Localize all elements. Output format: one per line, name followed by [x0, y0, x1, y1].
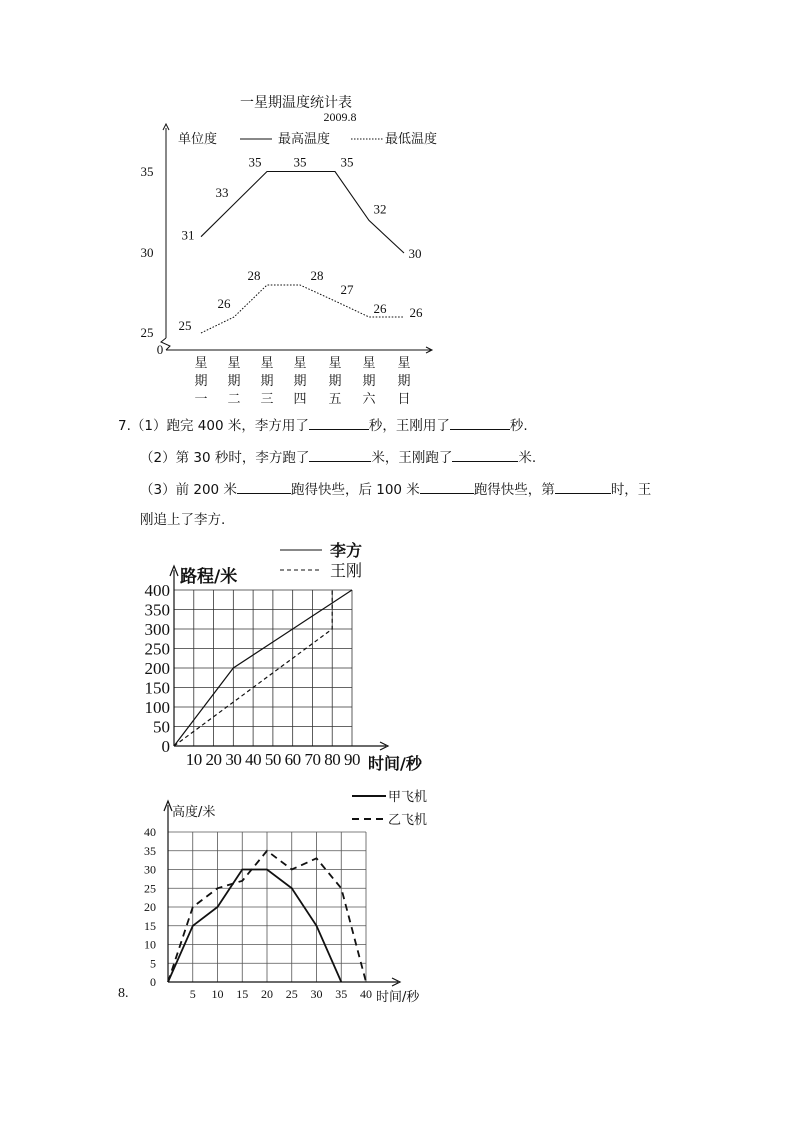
legend-label-max: 最高温度	[278, 132, 331, 147]
legend-label-min: 最低温度	[385, 132, 438, 147]
y-tick-label: 0	[156, 342, 164, 357]
y-tick-label: 100	[144, 698, 170, 717]
x-tick-label: 60	[284, 750, 301, 769]
x-tick-label: 20	[205, 750, 222, 769]
x-category-char: 期	[362, 374, 376, 389]
x-tick-label: 5	[189, 987, 196, 1001]
x-category-char: 星	[260, 356, 274, 371]
x-category-char: 五	[328, 392, 342, 407]
question-7-line	[118, 415, 528, 435]
data-label-min: 27	[340, 282, 354, 297]
altitude-time-chart	[0, 785, 794, 1015]
y-tick-label: 35	[140, 164, 154, 179]
answer-blank[interactable]	[420, 479, 474, 494]
x-category-char: 期	[293, 374, 307, 389]
y-tick-label: 300	[144, 620, 170, 639]
x-tick-label: 40	[360, 987, 372, 1001]
x-tick-label: 15	[236, 987, 249, 1001]
x-category-char: 星	[194, 356, 208, 371]
x-tick-label: 35	[335, 987, 348, 1001]
y-tick-label: 350	[144, 600, 170, 620]
y-tick-label: 200	[144, 659, 170, 678]
question-text: 秒.	[509, 418, 528, 434]
x-tick-label: 30	[310, 987, 323, 1001]
x-axis-label: 时间/秒	[368, 754, 422, 773]
question-7-line	[140, 447, 536, 467]
legend-label-plane-b: 乙飞机	[388, 813, 428, 828]
x-tick-label: 25	[285, 987, 298, 1001]
answer-blank[interactable]	[555, 479, 611, 494]
chart-subtitle: 2009.8	[323, 110, 357, 124]
data-label-min: 28	[310, 268, 324, 283]
question-text: 米，王刚跑了	[371, 450, 453, 466]
y-tick-label: 50	[153, 717, 170, 737]
data-label-max: 35	[248, 154, 262, 170]
legend-label-lifang: 李方	[330, 541, 363, 560]
question-text: 米.	[518, 450, 537, 466]
question-text: 跑得快些，后 100 米	[290, 482, 420, 498]
y-tick-label: 20	[144, 900, 156, 914]
x-category-char: 星	[362, 356, 376, 371]
data-label-max: 31	[181, 227, 195, 243]
y-axis-label: 单位度	[178, 132, 218, 147]
question-text: （2）第 30 秒时，李方跑了	[140, 450, 310, 466]
distance-time-chart	[0, 530, 794, 790]
question-8-number: 8.	[118, 986, 129, 1001]
answer-blank[interactable]	[450, 415, 510, 430]
x-axis-label: 时间/秒	[376, 990, 420, 1005]
question-text: 刚追上了李方.	[140, 512, 226, 528]
x-category-char: 六	[362, 392, 376, 407]
x-tick-label: 70	[304, 750, 321, 769]
x-tick-label: 40	[245, 750, 262, 769]
y-tick-label: 40	[144, 825, 156, 839]
x-tick-label: 20	[261, 987, 273, 1001]
data-label-min: 28	[247, 268, 261, 283]
x-category-char: 三	[260, 392, 274, 407]
answer-blank[interactable]	[237, 479, 291, 494]
y-tick-label: 35	[144, 843, 156, 858]
y-tick-label: 0	[161, 737, 170, 756]
data-label-min: 26	[217, 296, 231, 311]
data-label-min: 26	[409, 305, 423, 320]
data-label-max: 33	[215, 185, 229, 201]
question-text: 时，王	[610, 482, 652, 498]
x-tick-label: 80	[324, 750, 341, 769]
data-label-max: 32	[373, 201, 387, 217]
x-tick-label: 10	[185, 750, 202, 769]
question-7-line	[140, 479, 651, 499]
chart-title: 一星期温度统计表	[240, 95, 352, 111]
data-label-min: 26	[373, 301, 387, 316]
y-tick-label: 0	[150, 975, 156, 989]
x-tick-label: 30	[225, 750, 242, 769]
temperature-line-chart	[0, 0, 794, 407]
question-text: 7.（1）跑完 400 米，李方用了	[118, 418, 309, 434]
data-label-max: 35	[293, 154, 307, 170]
x-category-char: 日	[397, 392, 411, 407]
y-tick-label: 10	[144, 937, 156, 952]
data-label-max: 30	[408, 246, 422, 261]
y-tick-label: 400	[144, 581, 170, 600]
x-category-char: 期	[328, 374, 342, 389]
y-tick-label: 5	[150, 956, 156, 971]
x-category-char: 二	[227, 392, 241, 407]
question-text: 跑得快些，第	[473, 482, 555, 498]
y-tick-label: 25	[144, 881, 156, 896]
y-tick-label: 150	[144, 678, 170, 698]
x-category-char: 星	[293, 356, 307, 371]
answer-blank[interactable]	[452, 447, 518, 462]
x-category-char: 一	[194, 392, 208, 407]
question-text: 秒，王刚用了	[368, 418, 450, 434]
x-category-char: 四	[293, 392, 307, 407]
question-text: （3）前 200 米	[140, 482, 237, 498]
y-tick-label: 25	[140, 325, 154, 340]
y-tick-label: 250	[144, 639, 170, 659]
x-tick-label: 90	[344, 750, 360, 769]
x-category-char: 期	[397, 374, 411, 389]
x-category-char: 星	[227, 356, 241, 371]
legend-label-plane-a: 甲飞机	[388, 790, 428, 805]
y-tick-label: 15	[144, 918, 156, 933]
answer-blank[interactable]	[309, 447, 371, 462]
x-category-char: 期	[194, 374, 208, 389]
y-axis-label: 高度/米	[172, 805, 216, 820]
y-tick-label: 30	[140, 245, 154, 260]
x-category-char: 期	[260, 374, 274, 389]
answer-blank[interactable]	[309, 415, 369, 430]
x-category-char: 星	[397, 356, 411, 371]
x-tick-label: 10	[211, 987, 224, 1001]
x-category-char: 星	[328, 356, 342, 371]
legend-label-wanggang: 王刚	[330, 561, 363, 580]
y-axis-label: 路程/米	[180, 567, 238, 587]
data-label-max: 35	[340, 154, 354, 170]
data-label-min: 25	[178, 318, 192, 333]
y-tick-label: 30	[144, 862, 156, 877]
x-category-char: 期	[227, 374, 241, 389]
question-7-line	[140, 511, 225, 529]
x-tick-label: 50	[264, 750, 281, 769]
